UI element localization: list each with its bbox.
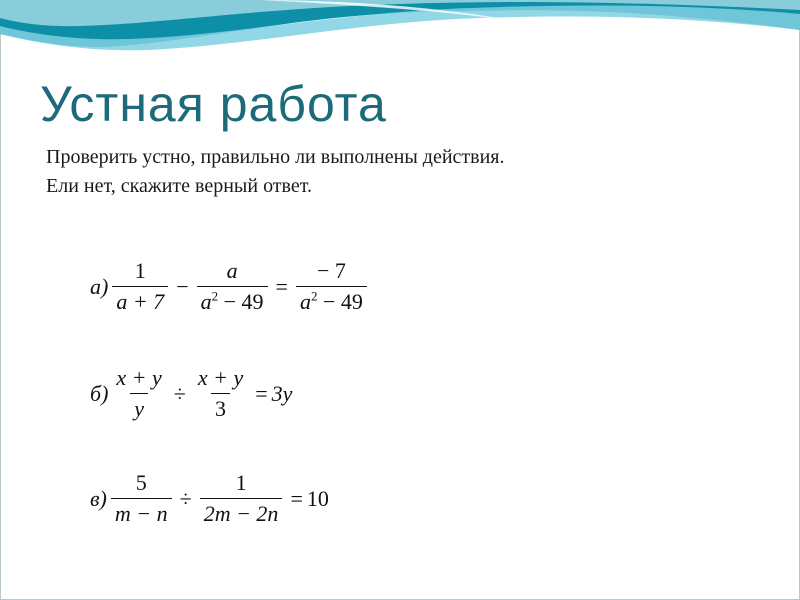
equation-b-label: б)	[90, 380, 109, 406]
header-wave-decoration	[0, 0, 800, 70]
instruction-line-1: Проверить устно, правильно ли выполнены действия.	[46, 146, 505, 168]
fraction	[111, 470, 172, 527]
numerator: x + y	[197, 365, 244, 390]
equation-a-label: а)	[90, 273, 109, 299]
exponent: 2	[211, 288, 219, 304]
denominator-base: a	[299, 289, 311, 314]
instruction-line-2: Ели нет, скажите верный ответ.	[46, 175, 312, 197]
equation-c	[90, 470, 329, 527]
fraction	[112, 258, 168, 315]
fraction	[200, 470, 283, 527]
equals-operator: =	[275, 273, 288, 299]
divide-operator: ÷	[173, 380, 186, 406]
minus-operator: −	[176, 273, 189, 299]
equals-operator: =	[255, 380, 268, 406]
denominator: m − n	[111, 498, 172, 527]
exponent: 2	[310, 288, 318, 304]
denominator-rest: − 49	[218, 289, 264, 314]
denominator	[197, 286, 268, 315]
equation-c-result: 10	[306, 485, 329, 511]
fraction	[194, 365, 247, 422]
denominator: a + 7	[112, 286, 168, 315]
fraction	[296, 258, 367, 315]
denominator-rest: − 49	[317, 289, 363, 314]
numerator: 5	[135, 470, 147, 495]
equals-operator: =	[290, 485, 303, 511]
numerator: a	[226, 258, 238, 283]
fraction	[197, 258, 268, 315]
numerator: x + y	[116, 365, 162, 390]
equation-a	[90, 258, 371, 315]
numerator: − 7	[316, 258, 346, 283]
denominator	[296, 286, 367, 315]
divide-operator: ÷	[179, 485, 192, 511]
equation-b	[90, 365, 292, 422]
denominator: y	[130, 393, 148, 422]
equation-b-result: 3y	[271, 380, 293, 406]
numerator: 1	[235, 470, 247, 495]
slide-title: Устная работа	[40, 76, 387, 132]
denominator: 3	[211, 393, 230, 422]
denominator: 2m − 2n	[200, 498, 283, 527]
denominator-base: a	[200, 289, 212, 314]
equation-c-label: в)	[90, 485, 107, 511]
fraction	[112, 365, 165, 422]
numerator: 1	[134, 258, 146, 283]
